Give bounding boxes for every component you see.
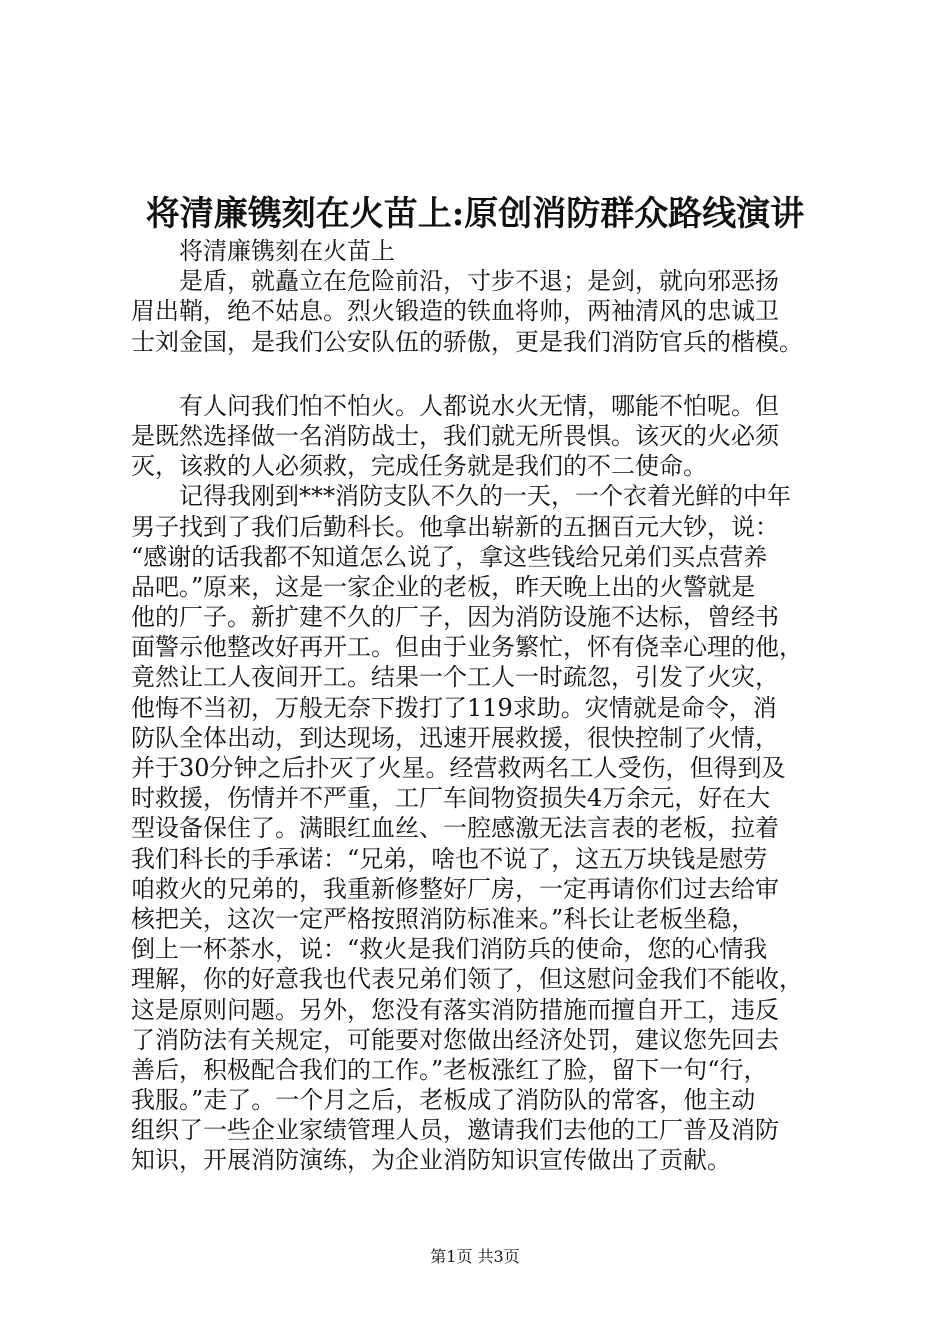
body-line: 善后，积极配合我们的工作。”老板涨红了脸，留下一句“行， xyxy=(131,1055,768,1084)
body-line: 他的厂子。新扩建不久的厂子，因为消防设施不达标，曾经书 xyxy=(131,603,779,632)
body-line: 并于30分钟之后扑灭了火星。经营救两名工人受伤，但得到及 xyxy=(131,754,786,782)
body-line: 咱救火的兄弟的，我重新修整好厂房，一定再请你们过去给审 xyxy=(131,874,779,903)
body-line: “感谢的话我都不知道怎么说了，拿这些钱给兄弟们买点营养 xyxy=(131,542,768,571)
body-line: 将清廉镌刻在火苗上 xyxy=(179,237,395,265)
body-line: 我们科长的手承诺：“兄弟，啥也不说了，这五万块钱是慰劳 xyxy=(131,844,768,873)
body-line: 竟然让工人夜间开工。结果一个工人一时疏忽，引发了火灾， xyxy=(131,663,779,692)
blank-line xyxy=(131,357,831,391)
body-line: 有人问我们怕不怕火。人都说水火无情，哪能不怕呢。但 xyxy=(179,391,779,420)
body-line: 这是原则问题。另外，您没有落实消防措施而擅自开工，违反 xyxy=(131,995,779,1024)
body-line: 品吧。”原来，这是一家企业的老板，昨天晚上出的火警就是 xyxy=(131,572,756,601)
body-line: 我服。”走了。一个月之后，老板成了消防队的常客，他主动 xyxy=(131,1086,756,1115)
body-line: 型设备保住了。满眼红血丝、一腔感激无法言表的老板，拉着 xyxy=(131,814,779,843)
body-line: 士刘金国，是我们公安队伍的骄傲，更是我们消防官兵的楷模。 xyxy=(131,327,803,356)
body-line: 组织了一些企业家绩管理人员，邀请我们去他的工厂普及消防 xyxy=(131,1116,779,1145)
document-body xyxy=(131,236,831,1176)
body-line: 防队全体出动，到达现场，迅速开展救援，很快控制了火情， xyxy=(131,723,779,752)
body-line: 是既然选择做一名消防战士，我们就无所畏惧。该灭的火必须 xyxy=(131,421,779,450)
body-line: 核把关，这次一定严格按照消防标准来。”科长让老板坐稳， xyxy=(131,904,756,933)
body-line: 面警示他整改好再开工。但由于业务繁忙，怀有侥幸心理的他， xyxy=(131,633,803,662)
body-line: 理解，你的好意我也代表兄弟们领了，但这慰问金我们不能收， xyxy=(131,965,803,994)
body-line: 倒上一杯茶水，说：“救火是我们消防兵的使命，您的心情我 xyxy=(131,935,768,964)
page-footer: 第1页 共3页 xyxy=(430,1247,520,1266)
body-line: 眉出鞘，绝不姑息。烈火锻造的铁血将帅，两袖清风的忠诚卫 xyxy=(131,297,779,326)
body-line: 知识，开展消防演练，为企业消防知识宣传做出了贡献。 xyxy=(131,1146,731,1175)
body-line: 记得我刚到***消防支队不久的一天，一个衣着光鲜的中年 xyxy=(179,482,791,511)
body-line: 了消防法有关规定，可能要对您做出经济处罚，建议您先回去 xyxy=(131,1025,779,1054)
body-line: 是盾，就矗立在危险前沿，寸步不退；是剑，就向邪恶扬 xyxy=(179,267,779,296)
body-line: 时救援，伤情并不严重，工厂车间物资损失4万余元，好在大 xyxy=(131,784,771,813)
body-line: 男子找到了我们后勤科长。他拿出崭新的五捆百元大钞，说： xyxy=(131,512,779,541)
body-line: 他悔不当初，万般无奈下拨打了119求助。灾情就是命令，消 xyxy=(131,693,777,722)
document-title: 将清廉镌刻在火苗上:原创消防群众路线演讲 xyxy=(145,194,805,234)
body-line: 灭，该救的人必须救，完成任务就是我们的不二使命。 xyxy=(131,452,707,481)
